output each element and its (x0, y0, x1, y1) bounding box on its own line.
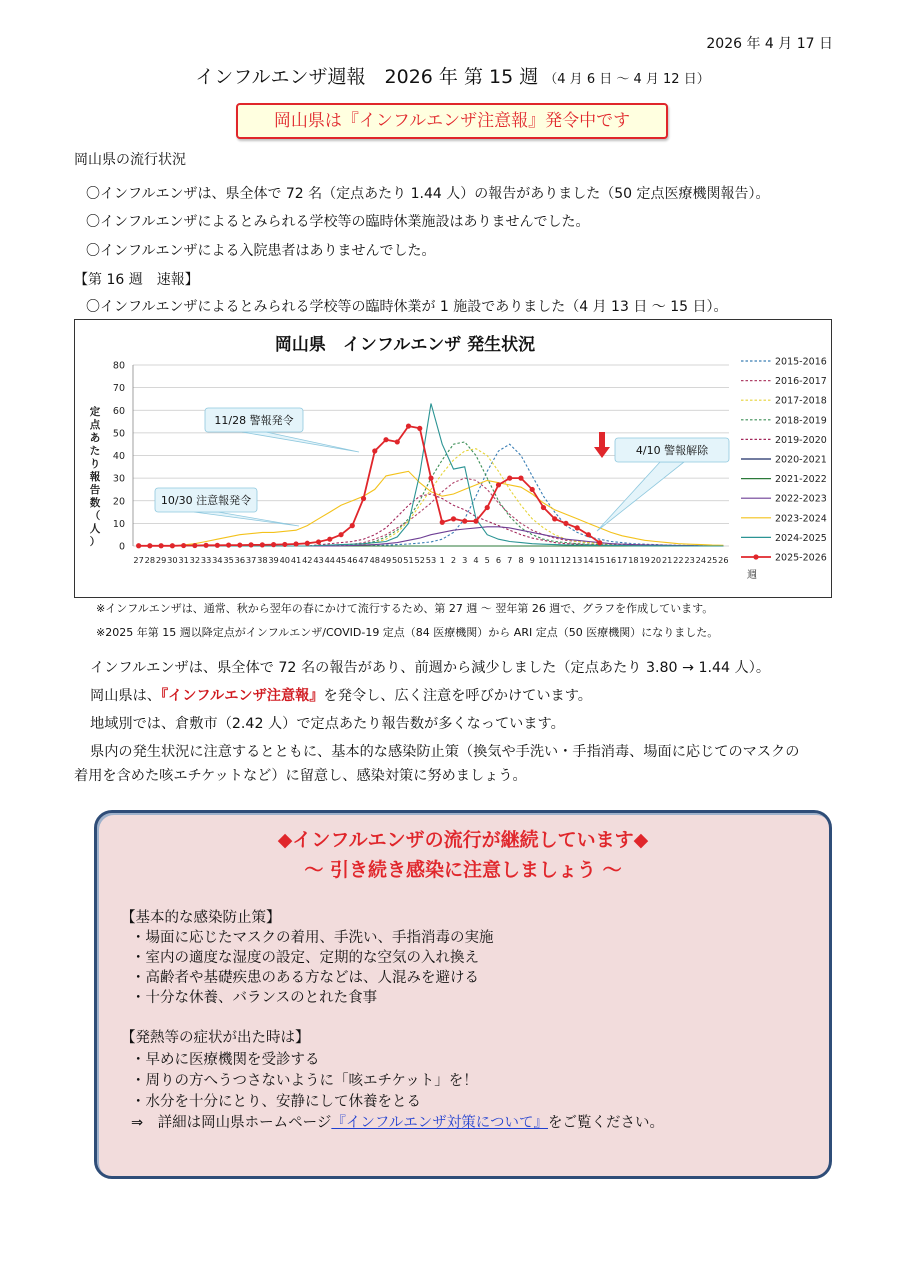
basic-heading: 【基本的な感染防止策】 (121, 910, 281, 926)
data-point-2025-2026 (338, 532, 343, 537)
prevention-panel (94, 810, 832, 1179)
x-tick-label: 23 (684, 555, 695, 565)
x-tick-label: 45 (335, 555, 347, 565)
x-tick-label: 20 (650, 555, 662, 565)
x-tick-label: 3 (462, 555, 468, 565)
flash-item: 〇インフルエンザによるとみられる学校等の臨時休業が 1 施設でありました（4 月 13 日 ～ 15 日）。 (86, 299, 728, 315)
y-axis-label-char: 点 (89, 419, 101, 431)
status-item: 〇インフルエンザによる入院患者はありませんでした。 (86, 243, 436, 259)
data-point-2025-2026 (417, 426, 422, 431)
y-tick-label: 0 (118, 541, 125, 553)
data-point-2025-2026 (575, 525, 580, 530)
x-tick-label: 27 (133, 555, 144, 565)
data-point-2025-2026 (518, 476, 523, 481)
x-tick-label: 26 (718, 555, 729, 565)
data-point-2025-2026 (473, 519, 478, 524)
data-point-2025-2026 (530, 487, 535, 492)
x-tick-label: 41 (290, 555, 302, 565)
chart-note: ※2025 年第 15 週以降定点がインフルエンザ/COVID-19 定点（84 医療機関）から ARI 定点（50 医療機関）になりました。 (96, 626, 719, 639)
data-point-2025-2026 (170, 543, 175, 548)
x-tick-label: 25 (706, 555, 718, 565)
data-point-2025-2026 (485, 505, 490, 510)
x-tick-label: 30 (167, 555, 178, 565)
x-tick-label: 11 (549, 555, 560, 565)
basic-item: ・高齢者や基礎疾患のある方などは、人混みを避ける (131, 970, 479, 986)
x-tick-label: 14 (583, 555, 594, 565)
y-tick-label: 40 (112, 451, 125, 462)
y-tick-label: 80 (112, 360, 125, 372)
data-point-2025-2026 (552, 516, 557, 521)
data-point-2025-2026 (215, 543, 220, 548)
fever-heading: 【発熱等の症状が出た時は】 (121, 1030, 310, 1046)
legend-label: 2020-2021 (775, 454, 827, 466)
y-axis-label-char: あ (89, 432, 101, 444)
chart-frame (74, 319, 832, 598)
data-point-2025-2026 (350, 523, 355, 528)
legend-label: 2018-2019 (775, 415, 827, 427)
x-tick-label: 15 (594, 555, 605, 565)
data-point-2025-2026 (192, 543, 197, 548)
countermeasures-link[interactable]: 『インフルエンザ対策について』 (331, 1115, 548, 1131)
data-point-2025-2026 (293, 541, 298, 546)
y-axis-label-char: た (89, 445, 101, 457)
data-point-2025-2026 (383, 437, 388, 442)
data-point-2025-2026 (563, 521, 568, 526)
advisory-callout-text: 10/30 注意報発令 (160, 494, 252, 507)
x-tick-label: 22 (673, 555, 684, 565)
influenza-chart (75, 320, 831, 597)
alarm-lift-callout-text: 4/10 警報解除 (635, 444, 709, 457)
data-point-2025-2026 (203, 543, 208, 548)
x-tick-label: 48 (369, 555, 380, 565)
title-main: インフルエンザ週報 2026 年 第 15 週 (195, 66, 539, 88)
advisory-highlight: 『インフルエンザ注意報』 (160, 688, 324, 704)
x-tick-label: 43 (313, 555, 324, 565)
chart-note: ※インフルエンザは、通常、秋から翌年の春にかけて流行するため、第 27 週 ～ 翌年第 26 週で、グラフを作成しています。 (96, 602, 714, 615)
detail-line (131, 1111, 664, 1132)
fever-item: ・水分を十分にとり、安静にして休養をとる (131, 1094, 421, 1110)
x-tick-label: 37 (245, 555, 257, 565)
x-tick-label: 31 (178, 555, 189, 565)
y-tick-label: 30 (112, 473, 125, 485)
panel-heading: ◆インフルエンザの流行が継続しています◆ (277, 829, 649, 851)
y-tick-label: 60 (112, 405, 125, 417)
fever-item: ・早めに医療機関を受診する (131, 1052, 320, 1068)
x-tick-label: 9 (529, 555, 535, 565)
x-tick-label: 5 (484, 555, 490, 565)
legend-label: 2015-2016 (775, 356, 827, 368)
summary-line: 県内の発生状況に注意するとともに、基本的な感染防止策（換気や手洗い・手指消毒、場面に応じてのマスクの (90, 744, 800, 760)
x-tick-label: 18 (628, 555, 639, 565)
summary-line: 地域別では、倉敷市（2.42 人）で定点あたり報告数が多くなっています。 (90, 716, 565, 732)
summary-line: インフルエンザは、県全体で 72 名の報告があり、前週から減少しました（定点あたり 3.80 → 1.44 人）。 (90, 660, 771, 676)
detail-pre: ⇒ 詳細は岡山県ホームページ (131, 1115, 332, 1131)
x-axis-label: 週 (747, 570, 757, 581)
legend-label: 2025-2026 (775, 552, 827, 564)
down-arrow-shaft (599, 432, 605, 448)
alarm-callout-text: 11/28 警報発令 (214, 414, 294, 427)
x-tick-label: 40 (279, 555, 291, 565)
basic-item: ・室内の適度な湿度の設定、定期的な空気の入れ換え (131, 950, 479, 966)
status-item: 〇インフルエンザは、県全体で 72 名（定点あたり 1.44 人）の報告がありました（50 定点医療機関報告）。 (86, 186, 770, 202)
data-point-2025-2026 (271, 542, 276, 547)
advisory-callout-pointer (194, 512, 299, 526)
legend-label: 2022-2023 (775, 493, 827, 505)
x-tick-label: 1 (439, 555, 445, 565)
data-point-2025-2026 (428, 476, 433, 481)
summary-part: を発令し、広く注意を呼びかけています。 (323, 688, 592, 704)
x-tick-label: 46 (347, 555, 358, 565)
x-tick-label: 53 (425, 555, 437, 565)
panel-subheading: ～ 引き続き感染に注意しましょう ～ (304, 859, 622, 881)
y-axis-label-char: 報 (89, 471, 101, 483)
data-point-2025-2026 (395, 439, 400, 444)
data-point-2025-2026 (597, 540, 602, 545)
x-tick-label: 8 (518, 555, 524, 565)
x-tick-label: 33 (200, 555, 212, 565)
alert-banner: 岡山県は『インフルエンザ注意報』発令中です (236, 103, 668, 139)
data-point-2025-2026 (327, 537, 332, 542)
status-heading: 岡山県の流行状況 (74, 152, 186, 168)
x-tick-label: 52 (414, 555, 425, 565)
x-tick-label: 29 (155, 555, 167, 565)
down-arrow-icon (594, 447, 610, 458)
data-point-2025-2026 (406, 423, 411, 428)
legend-label: 2017-2018 (775, 395, 827, 407)
data-point-2025-2026 (541, 505, 546, 510)
data-point-2025-2026 (451, 516, 456, 521)
x-tick-label: 49 (380, 555, 392, 565)
legend-label: 2021-2022 (775, 474, 827, 486)
basic-item: ・場面に応じたマスクの着用、手洗い、手指消毒の実施 (131, 930, 494, 946)
summary-part: 岡山県は、 (90, 688, 161, 704)
basic-item: ・十分な休養、バランスのとれた食事 (131, 990, 378, 1006)
x-tick-label: 6 (495, 555, 502, 565)
x-tick-label: 16 (605, 555, 617, 565)
series-line-2025-2026 (139, 426, 600, 546)
data-point-2025-2026 (440, 520, 445, 525)
data-point-2025-2026 (496, 482, 501, 487)
detail-post: をご覧ください。 (548, 1115, 664, 1131)
alarm-callout-pointer (242, 432, 359, 452)
legend-marker (753, 554, 758, 559)
x-tick-label: 38 (257, 555, 268, 565)
page-title (0, 62, 905, 89)
x-tick-label: 50 (392, 555, 403, 565)
x-tick-label: 19 (639, 555, 650, 565)
legend-label: 2024-2025 (775, 532, 827, 544)
x-tick-label: 7 (507, 555, 513, 565)
data-point-2025-2026 (237, 542, 242, 547)
data-point-2025-2026 (316, 539, 321, 544)
summary-line (74, 684, 864, 708)
data-point-2025-2026 (462, 519, 467, 524)
flash-heading: 【第 16 週 速報】 (74, 272, 199, 288)
x-tick-label: 36 (234, 555, 246, 565)
y-tick-label: 70 (112, 383, 125, 395)
x-tick-label: 10 (538, 555, 549, 565)
x-tick-label: 47 (358, 555, 369, 565)
y-axis-label-char: り (89, 458, 101, 470)
chart-title: 岡山県 インフルエンザ 発生状況 (274, 335, 536, 355)
legend-label: 2016-2017 (775, 376, 827, 388)
data-point-2025-2026 (372, 448, 377, 453)
y-tick-label: 50 (112, 428, 125, 440)
y-axis-label-char: 定 (89, 406, 101, 418)
x-tick-label: 17 (616, 555, 628, 565)
x-tick-label: 42 (302, 555, 313, 565)
x-tick-label: 4 (473, 555, 479, 565)
legend-label: 2023-2024 (775, 513, 827, 525)
y-axis-label-char: 数 (89, 497, 101, 509)
x-tick-label: 35 (223, 555, 234, 565)
x-tick-label: 12 (560, 555, 572, 565)
data-point-2025-2026 (136, 543, 141, 548)
y-axis-label-char: 告 (89, 484, 101, 496)
report-date: 2026 年 4 月 17 日 (706, 36, 833, 52)
status-item: 〇インフルエンザによるとみられる学校等の臨時休業施設はありませんでした。 (86, 214, 590, 230)
data-point-2025-2026 (305, 541, 310, 546)
series-line-2022-2023 (139, 527, 724, 546)
y-tick-label: 10 (112, 518, 125, 530)
y-axis-label-char: 人 (89, 523, 101, 535)
y-axis-label-char: ） (89, 536, 101, 548)
data-point-2025-2026 (226, 542, 231, 547)
y-axis-label-char: （ (89, 510, 101, 522)
x-tick-label: 34 (212, 555, 223, 565)
fever-item: ・周りの方へうつさないように「咳エチケット」を！ (131, 1073, 478, 1089)
x-tick-label: 39 (268, 555, 279, 565)
x-tick-label: 28 (144, 555, 156, 565)
data-point-2025-2026 (361, 496, 366, 501)
data-point-2025-2026 (282, 542, 287, 547)
y-tick-label: 20 (112, 496, 125, 508)
x-tick-label: 21 (661, 555, 673, 565)
summary-text (74, 656, 864, 788)
data-point-2025-2026 (260, 542, 265, 547)
alarm-lift-callout-pointer (597, 462, 684, 531)
legend-label: 2019-2020 (775, 434, 827, 446)
x-tick-label: 24 (695, 555, 707, 565)
x-tick-label: 13 (571, 555, 583, 565)
x-tick-label: 44 (324, 555, 336, 565)
data-point-2025-2026 (159, 543, 164, 548)
data-point-2025-2026 (248, 542, 253, 547)
x-tick-label: 32 (189, 555, 201, 565)
title-range: （4 月 6 日 ～ 4 月 12 日） (544, 72, 710, 87)
x-tick-label: 51 (403, 555, 414, 565)
data-point-2025-2026 (147, 543, 152, 548)
data-point-2025-2026 (507, 476, 512, 481)
data-point-2025-2026 (586, 532, 591, 537)
data-point-2025-2026 (181, 543, 186, 548)
summary-line: 着用を含めた咳エチケットなど）に留意し、感染対策に努めましょう。 (74, 768, 527, 784)
x-tick-label: 2 (450, 555, 457, 565)
